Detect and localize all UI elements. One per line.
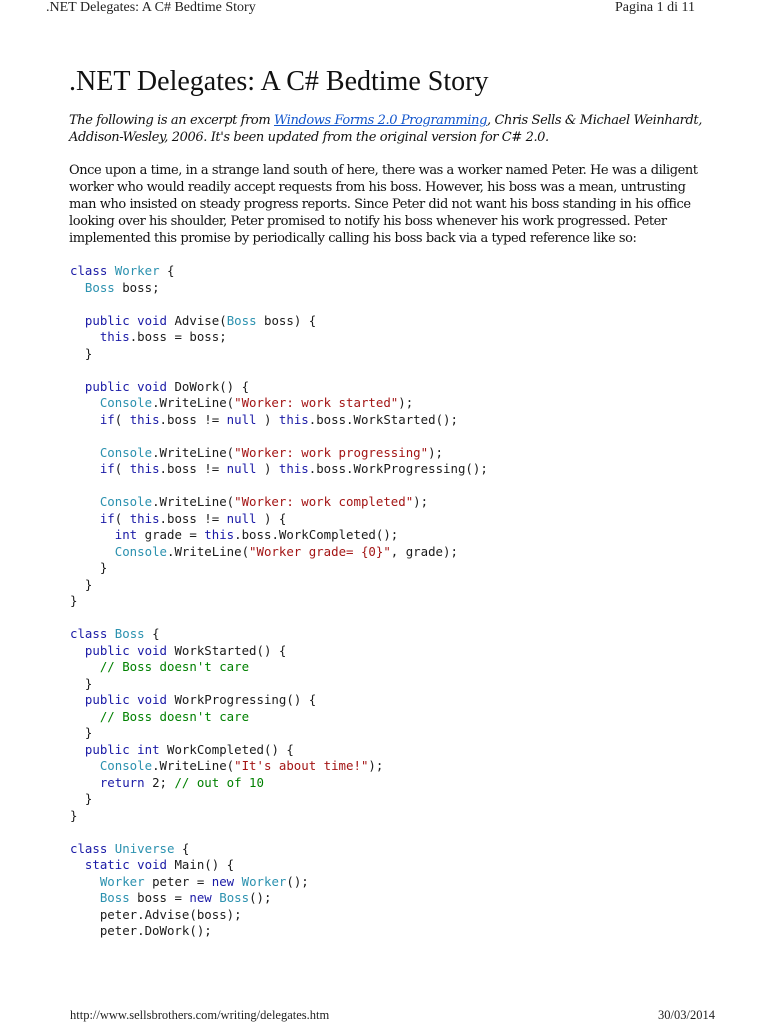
code-token — [70, 775, 100, 790]
code-token — [70, 874, 100, 889]
code-token: ( — [114, 510, 130, 526]
code-token — [70, 329, 100, 344]
code-line — [70, 676, 488, 693]
code-token: .boss != — [159, 510, 227, 526]
code-token — [70, 379, 85, 394]
article — [69, 64, 709, 247]
code-token — [70, 445, 100, 460]
code-token: WorkStarted() { — [167, 642, 287, 658]
code-token: peter.Advise(boss); — [70, 906, 242, 922]
code-line — [70, 560, 488, 577]
code-token: "Worker: work completed" — [234, 494, 414, 509]
code-token: null — [226, 411, 257, 427]
code-token: Console — [99, 494, 153, 509]
code-token: .boss.WorkStarted(); — [308, 411, 458, 427]
code-token: // Boss doesn't care — [99, 708, 250, 724]
code-line — [70, 857, 488, 874]
page-footer — [0, 1008, 768, 1024]
code-token: } — [70, 593, 78, 608]
code-token: .boss != — [159, 461, 227, 476]
code-token: (); — [249, 890, 272, 905]
code-token: Console — [99, 758, 153, 773]
code-line — [70, 395, 488, 412]
code-token: .WriteLine( — [152, 444, 235, 460]
code-line — [70, 874, 488, 891]
code-token: grade = — [137, 527, 205, 542]
code-token: static — [84, 857, 130, 872]
code-line — [70, 692, 488, 709]
code-token: Boss — [84, 279, 115, 295]
code-token — [107, 841, 114, 856]
code-token: WorkProgressing() { — [167, 692, 317, 707]
code-token: } — [70, 576, 93, 592]
code-token: class — [70, 626, 108, 641]
code-token: ) { — [256, 510, 287, 526]
code-token — [70, 890, 100, 905]
code-token: class — [70, 263, 108, 278]
code-token — [70, 692, 85, 707]
code-token — [70, 857, 85, 872]
code-token: void — [137, 692, 167, 707]
code-line — [70, 808, 488, 825]
code-line — [70, 577, 488, 594]
code-token: public — [84, 741, 130, 757]
code-token — [70, 412, 100, 427]
code-token: ( — [114, 411, 130, 427]
code-token: return — [99, 774, 145, 790]
code-token: (); — [286, 873, 309, 889]
code-token: WorkCompleted() { — [159, 741, 294, 757]
code-token: public — [84, 378, 130, 394]
code-line — [70, 742, 488, 759]
page-number: Pagina 1 di 11 — [615, 0, 695, 15]
code-token: { — [174, 840, 190, 856]
code-token: 2; — [144, 774, 175, 790]
code-token: if — [99, 411, 115, 427]
code-token — [70, 511, 100, 526]
code-token — [70, 527, 115, 542]
code-token: DoWork() { — [167, 378, 250, 394]
code-token: "Worker grade= {0}" — [249, 543, 391, 559]
code-listing — [70, 263, 488, 940]
code-token: boss) { — [256, 312, 317, 328]
code-token: ); — [413, 494, 429, 509]
code-token: boss = — [129, 890, 190, 905]
code-token: } — [70, 791, 93, 806]
code-token — [107, 263, 114, 278]
code-token: int — [114, 527, 138, 542]
code-line — [70, 791, 488, 808]
code-token: .boss.WorkProgressing(); — [308, 461, 488, 476]
code-line — [70, 412, 488, 429]
code-token: this — [129, 461, 160, 476]
code-token: Worker — [114, 263, 160, 278]
story-paragraph: Once upon a time, in a strange land south of here, there was a worker named Peter. He was a diligent worker who would readily accept requests from his boss. However, his boss was a mean, untrusting man who insisted on steady progress reports. Since Peter did not want his boss standing in his office looking over his shoulder, Peter promised to notify his boss whenever his work progressed. Peter implemented this promise by periodically calling his boss back via a typed reference like so: — [69, 163, 698, 246]
code-token: // out of 10 — [174, 774, 264, 790]
code-token: void — [137, 312, 167, 328]
code-token — [70, 742, 85, 757]
page-header — [0, 0, 768, 20]
code-token: .boss = boss; — [129, 329, 227, 344]
code-line — [70, 725, 488, 742]
code-token: Console — [114, 543, 167, 559]
code-token: .WriteLine( — [152, 494, 235, 509]
code-token — [70, 709, 100, 724]
code-token — [70, 643, 85, 658]
code-token: Advise( — [167, 312, 227, 328]
code-token: } — [70, 725, 93, 740]
code-line — [70, 907, 488, 924]
code-token: "It's about time!" — [234, 758, 369, 773]
code-line — [70, 841, 488, 858]
code-token: int — [137, 741, 160, 757]
code-token: peter = — [144, 873, 212, 889]
code-token: null — [226, 461, 257, 476]
code-token — [70, 758, 100, 773]
code-token: // Boss doesn't care — [99, 659, 250, 674]
code-line — [70, 379, 488, 396]
code-token: .WriteLine( — [152, 758, 235, 773]
code-token: ) — [256, 411, 279, 427]
code-token — [70, 659, 100, 674]
code-token: .WriteLine( — [166, 543, 250, 559]
code-token: } — [70, 675, 93, 691]
code-line — [70, 758, 488, 775]
code-token: if — [99, 461, 115, 476]
code-token: null — [226, 510, 257, 526]
code-token: public — [84, 692, 130, 707]
code-token: Worker — [241, 873, 287, 889]
code-line — [70, 362, 488, 379]
code-token: Console — [99, 444, 153, 460]
code-token — [70, 544, 115, 559]
code-line — [70, 923, 488, 940]
code-line — [70, 709, 488, 726]
code-token — [70, 395, 100, 410]
code-token: Boss — [226, 312, 257, 328]
code-token — [70, 494, 100, 509]
code-line — [70, 643, 488, 660]
code-line — [70, 626, 488, 643]
code-token: this — [204, 527, 235, 542]
intro-note — [69, 112, 709, 146]
code-token: this — [278, 461, 309, 476]
code-token: Boss — [99, 890, 130, 905]
code-token — [70, 313, 85, 328]
code-line — [70, 775, 488, 792]
code-line — [70, 280, 488, 297]
code-token: Boss — [219, 890, 250, 905]
code-line — [70, 824, 488, 841]
code-line — [70, 527, 488, 544]
code-line — [70, 511, 488, 528]
code-token: peter.DoWork(); — [70, 923, 212, 938]
code-token: new — [189, 890, 212, 905]
code-line — [70, 313, 488, 330]
code-token: void — [137, 378, 167, 394]
code-token: ( — [114, 461, 130, 476]
code-token: Boss — [114, 626, 145, 641]
intro-suffix: , Chris Sells & Michael Weinhardt, Addison-Wesley, 2006. It's been updated from the original version for C# 2.0. — [69, 113, 702, 145]
code-token: ); — [428, 444, 444, 460]
code-line — [70, 593, 488, 610]
code-token: , grade); — [390, 543, 458, 559]
code-line — [70, 544, 488, 561]
code-token: Console — [99, 395, 153, 410]
intro-prefix: The following is an excerpt from — [69, 113, 274, 128]
code-line — [70, 494, 488, 511]
code-token: this — [129, 510, 160, 526]
code-token: void — [137, 857, 167, 872]
code-line — [70, 445, 488, 462]
book-link[interactable]: Windows Forms 2.0 Programming — [273, 113, 487, 128]
code-token: "Worker: work started" — [234, 395, 399, 410]
code-token — [70, 280, 85, 295]
code-token — [70, 461, 100, 476]
code-token: void — [137, 642, 167, 658]
code-token: .WriteLine( — [152, 395, 235, 410]
page-title: .NET Delegates: A C# Bedtime Story — [69, 66, 489, 97]
code-token — [107, 626, 114, 641]
code-token: { — [144, 626, 160, 641]
code-token: this — [99, 329, 130, 344]
code-token: ); — [398, 395, 414, 410]
code-token: } — [70, 560, 108, 575]
code-token: class — [70, 840, 108, 856]
header-title: .NET Delegates: A C# Bedtime Story — [46, 0, 256, 15]
code-line — [70, 890, 488, 907]
code-token — [234, 874, 241, 889]
code-token: new — [211, 873, 235, 889]
code-token: "Worker: work progressing" — [234, 444, 429, 460]
code-token: ); — [368, 758, 384, 773]
code-line — [70, 428, 488, 445]
code-token: public — [84, 312, 130, 328]
code-token: Main() { — [167, 857, 235, 872]
code-line — [70, 346, 488, 363]
code-token: if — [99, 510, 115, 526]
code-token: } — [70, 807, 78, 823]
code-token: boss; — [114, 279, 160, 295]
code-line — [70, 659, 488, 676]
code-line — [70, 329, 488, 346]
code-line — [70, 263, 488, 280]
code-line — [70, 296, 488, 313]
code-line — [70, 610, 488, 627]
print-date: 30/03/2014 — [658, 1008, 715, 1022]
source-url: http://www.sellsbrothers.com/writing/delegates.htm — [70, 1008, 330, 1022]
code-token: .boss.WorkCompleted(); — [234, 527, 399, 542]
code-token: Universe — [114, 840, 175, 856]
code-token: .boss != — [159, 411, 227, 427]
code-token: Worker — [99, 873, 145, 889]
code-line — [70, 461, 488, 478]
code-token: this — [278, 411, 309, 427]
code-token: this — [129, 411, 160, 427]
code-token: } — [70, 345, 93, 361]
code-line — [70, 478, 488, 495]
code-token: { — [159, 263, 175, 278]
code-token: public — [84, 642, 130, 658]
code-token: ) — [256, 461, 279, 476]
